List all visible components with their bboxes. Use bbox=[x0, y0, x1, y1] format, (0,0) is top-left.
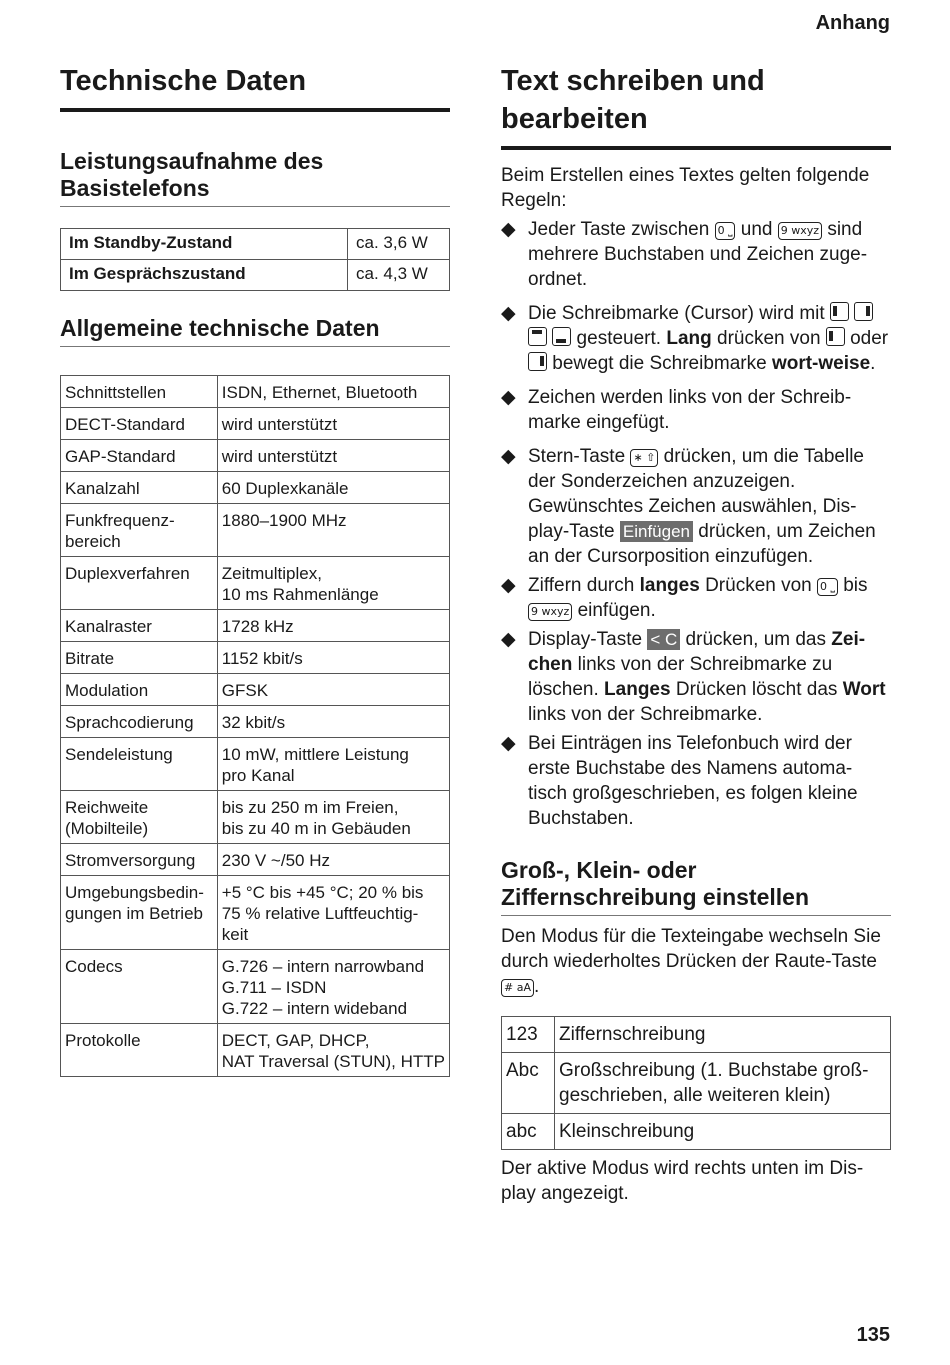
table-cell-label: Reichweite (Mobilteile) bbox=[61, 791, 218, 844]
chapter-label: Anhang bbox=[815, 12, 890, 34]
table-cell-label: Im Standby-Zustand bbox=[61, 229, 348, 260]
text: sind mehrere Buchstaben und Zeichen zuge-ordnet. bbox=[528, 219, 868, 290]
text: drücken, um Zeichen an der Cursorposition einzufügen. bbox=[528, 521, 876, 567]
heading-line: Leistungsaufnahme des bbox=[60, 148, 324, 174]
text: und bbox=[735, 219, 778, 240]
bold-text: langes bbox=[639, 575, 700, 596]
table-row bbox=[61, 376, 450, 408]
list-item bbox=[501, 385, 891, 435]
table-cell-label: Sprachcodierung bbox=[61, 706, 218, 738]
text: drücken, um die Tabelle der Sonderzeichen anzuzeigen. Gewünschtes Zeichen auswählen, Dis-play-Taste bbox=[528, 446, 864, 542]
table-row bbox=[61, 504, 450, 557]
table-cell-label: abc bbox=[502, 1114, 555, 1150]
table-cell-value: 1152 kbit/s bbox=[217, 642, 449, 674]
table-cell-value: 10 mW, mittlere Leistung pro Kanal bbox=[217, 738, 449, 791]
text: Stern-Taste bbox=[528, 446, 631, 467]
bullet-icon: ◆ bbox=[501, 446, 516, 467]
text: einfügen. bbox=[572, 600, 656, 621]
bold-text: wort-weise bbox=[771, 353, 871, 374]
section-title-technical-data: Technische Daten bbox=[60, 62, 450, 112]
table-cell-label: Duplexverfahren bbox=[61, 557, 218, 610]
table-row bbox=[61, 706, 450, 738]
table-cell-label: Im Gesprächszustand bbox=[61, 260, 348, 291]
table-cell-value: Zeitmultiplex, 10 ms Rahmenlänge bbox=[217, 557, 449, 610]
table-row bbox=[61, 229, 450, 260]
display-key-insert: Einfügen bbox=[620, 521, 693, 542]
mode-intro bbox=[501, 924, 891, 999]
text: Drücken löscht das bbox=[670, 679, 843, 700]
heading-line: Ziffernschreibung einstellen bbox=[501, 884, 809, 910]
text: Drücken von bbox=[699, 575, 818, 596]
text: Die Schreibmarke (Cursor) wird mit bbox=[528, 303, 830, 324]
table-cell-value: +5 °C bis +45 °C; 20 % bis 75 % relative Luftfeuchtig- keit bbox=[217, 876, 449, 950]
text: Zeichen werden links von der Schreib-marke eingefügt. bbox=[528, 387, 852, 433]
table-cell-label: Kanalzahl bbox=[61, 472, 218, 504]
table-cell-value: Ziffernschreibung bbox=[555, 1017, 891, 1053]
right-column bbox=[501, 62, 891, 1206]
table-row bbox=[61, 408, 450, 440]
nav-right-icon bbox=[854, 302, 873, 321]
heading-line: Groß-, Klein- oder bbox=[501, 857, 697, 883]
table-cell-value: ca. 3,6 W bbox=[348, 229, 450, 260]
table-row bbox=[61, 440, 450, 472]
table-row bbox=[61, 557, 450, 610]
table-row bbox=[61, 738, 450, 791]
spec-table bbox=[60, 375, 450, 1077]
bullet-icon: ◆ bbox=[501, 629, 516, 650]
list-item bbox=[501, 573, 891, 623]
table-cell-label: Kanalraster bbox=[61, 610, 218, 642]
table-row bbox=[61, 844, 450, 876]
table-cell-label: Umgebungsbedin- gungen im Betrieb bbox=[61, 876, 218, 950]
title-line: Text schreiben und bbox=[501, 65, 765, 97]
table-row bbox=[61, 610, 450, 642]
title-line: bearbeiten bbox=[501, 103, 648, 135]
table-cell-label: DECT-Standard bbox=[61, 408, 218, 440]
text: drücken, um das bbox=[680, 629, 832, 650]
table-cell-value: 32 kbit/s bbox=[217, 706, 449, 738]
outro-paragraph: Der aktive Modus wird rechts unten im Dis-play angezeigt. bbox=[501, 1158, 864, 1204]
list-item bbox=[501, 217, 891, 292]
key-star-icon: ∗ ⇧ bbox=[630, 449, 658, 467]
page-number: 135 bbox=[856, 1324, 890, 1346]
bullet-icon: ◆ bbox=[501, 387, 516, 408]
key-hash-icon: # aA bbox=[501, 979, 534, 997]
table-cell-value: Großschreibung (1. Buchstabe groß- geschrieben, alle weiteren klein) bbox=[555, 1053, 891, 1114]
text: Bei Einträgen ins Telefonbuch wird der erste Buchstabe des Namens automa-tisch großgeschrieben, es folgen kleine Buchstaben. bbox=[528, 733, 858, 829]
table-cell-label: GAP-Standard bbox=[61, 440, 218, 472]
bold-text: Zei-chen bbox=[528, 629, 866, 675]
heading-general-data: Allgemeine technische Daten bbox=[60, 315, 450, 347]
bold-text: Langes bbox=[604, 679, 671, 700]
display-key-delete: < C bbox=[647, 629, 680, 650]
table-cell-value: 1880–1900 MHz bbox=[217, 504, 449, 557]
key-zero-icon: 0 ⎵ bbox=[817, 578, 838, 596]
table-row bbox=[61, 642, 450, 674]
table-cell-label: 123 bbox=[502, 1017, 555, 1053]
table-cell-label: Bitrate bbox=[61, 642, 218, 674]
table-cell-label: Funkfrequenz- bereich bbox=[61, 504, 218, 557]
table-cell-value: ISDN, Ethernet, Bluetooth bbox=[217, 376, 449, 408]
list-item bbox=[501, 301, 891, 376]
text: drücken von bbox=[711, 328, 826, 349]
list-item bbox=[501, 627, 891, 727]
key-zero-icon: 0 ⎵ bbox=[715, 222, 736, 240]
bullet-icon: ◆ bbox=[501, 575, 516, 596]
table-cell-label: Schnittstellen bbox=[61, 376, 218, 408]
table-row bbox=[61, 260, 450, 291]
heading-input-mode bbox=[501, 857, 891, 916]
left-column bbox=[60, 62, 450, 1077]
key-nine-icon: 9 wxyz bbox=[528, 603, 572, 621]
text: bis bbox=[837, 575, 868, 596]
table-cell-value: 230 V ~/50 Hz bbox=[217, 844, 449, 876]
mode-table bbox=[501, 1016, 891, 1150]
text: . bbox=[533, 976, 540, 997]
bullet-icon: ◆ bbox=[501, 733, 516, 754]
table-cell-value: bis zu 250 m im Freien, bis zu 40 m in Gebäuden bbox=[217, 791, 449, 844]
table-cell-value: wird unterstützt bbox=[217, 408, 449, 440]
text: Jeder Taste zwischen bbox=[528, 219, 715, 240]
table-row bbox=[502, 1114, 891, 1150]
text: gesteuert. bbox=[571, 328, 667, 349]
table-cell-label: Codecs bbox=[61, 950, 218, 1024]
text: links von der Schreibmarke. bbox=[528, 704, 763, 725]
bullet-icon: ◆ bbox=[501, 219, 516, 240]
table-row bbox=[502, 1053, 891, 1114]
bold-text: Lang bbox=[666, 328, 712, 349]
table-row bbox=[61, 1024, 450, 1077]
nav-right-icon bbox=[528, 352, 547, 371]
table-row bbox=[61, 791, 450, 844]
key-nine-icon: 9 wxyz bbox=[778, 222, 822, 240]
text: Display-Taste bbox=[528, 629, 648, 650]
power-table bbox=[60, 228, 450, 291]
table-cell-label: Stromversorgung bbox=[61, 844, 218, 876]
list-item bbox=[501, 731, 891, 831]
table-cell-value: wird unterstützt bbox=[217, 440, 449, 472]
intro-paragraph: Beim Erstellen eines Textes gelten folgende Regeln: bbox=[501, 165, 870, 211]
nav-up-icon bbox=[528, 327, 547, 346]
table-cell-value: G.726 – intern narrowband G.711 – ISDN G.722 – intern wideband bbox=[217, 950, 449, 1024]
table-row bbox=[61, 876, 450, 950]
heading-line: Basistelefons bbox=[60, 175, 210, 201]
table-row bbox=[61, 950, 450, 1024]
heading-power-consumption bbox=[60, 148, 450, 207]
table-cell-value: GFSK bbox=[217, 674, 449, 706]
list-item bbox=[501, 444, 891, 569]
table-cell-label: Sendeleistung bbox=[61, 738, 218, 791]
section-title-text-editing bbox=[501, 62, 891, 150]
rules-list bbox=[501, 217, 891, 831]
bold-text: Wort bbox=[842, 679, 886, 700]
text: . bbox=[870, 353, 876, 374]
table-cell-value: ca. 4,3 W bbox=[348, 260, 450, 291]
text: links von der Schreibmarke zu löschen. bbox=[528, 654, 833, 700]
text: oder bbox=[844, 328, 889, 349]
bullet-icon: ◆ bbox=[501, 303, 516, 324]
table-cell-label: Abc bbox=[502, 1053, 555, 1114]
nav-left-icon bbox=[826, 327, 845, 346]
table-row bbox=[61, 674, 450, 706]
text: Den Modus für die Texteingabe wechseln Sie durch wiederholtes Drücken der Raute-Taste bbox=[501, 926, 881, 972]
table-cell-value: 60 Duplexkanäle bbox=[217, 472, 449, 504]
text: bewegt die Schreibmarke bbox=[547, 353, 772, 374]
table-row bbox=[502, 1017, 891, 1053]
nav-down-icon bbox=[552, 327, 571, 346]
nav-left-icon bbox=[830, 302, 849, 321]
table-cell-value: Kleinschreibung bbox=[555, 1114, 891, 1150]
table-cell-label: Protokolle bbox=[61, 1024, 218, 1077]
text: Ziffern durch bbox=[528, 575, 640, 596]
table-cell-value: 1728 kHz bbox=[217, 610, 449, 642]
table-cell-value: DECT, GAP, DHCP, NAT Traversal (STUN), HTTP bbox=[217, 1024, 449, 1077]
table-row bbox=[61, 472, 450, 504]
table-cell-label: Modulation bbox=[61, 674, 218, 706]
